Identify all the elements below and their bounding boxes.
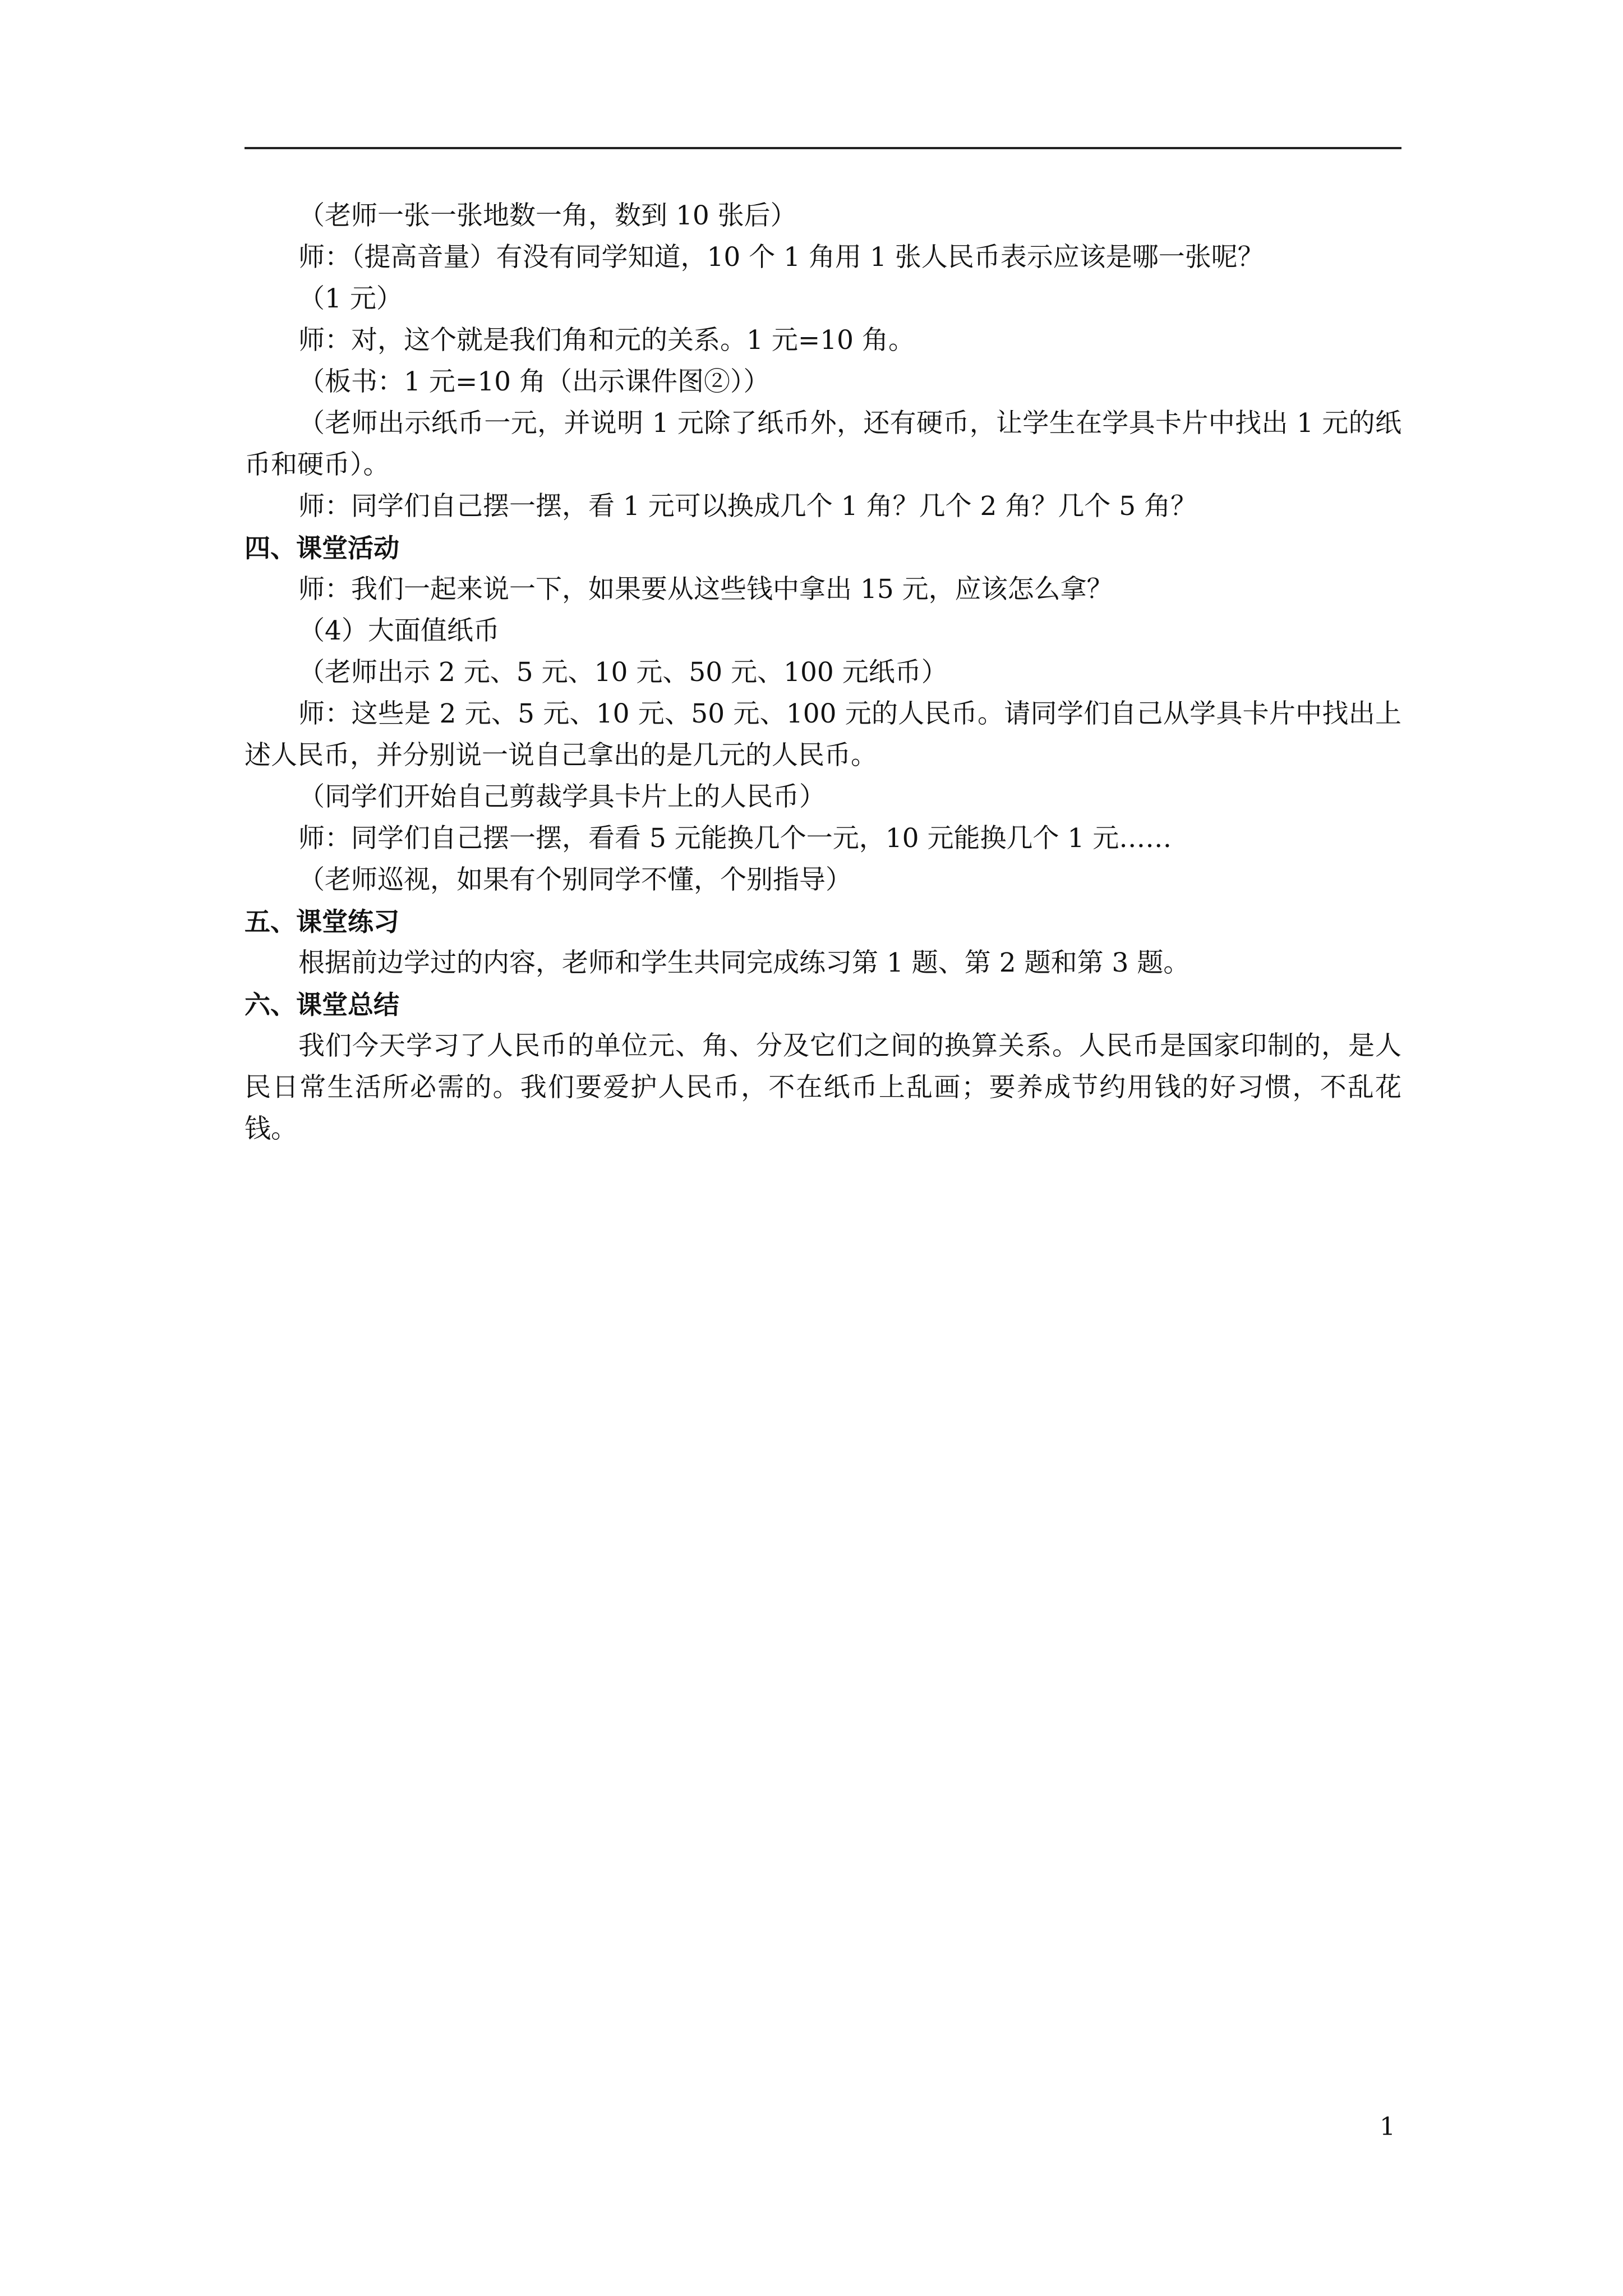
paragraph: 师：同学们自己摆一摆，看看 5 元能换几个一元，10 元能换几个 1 元…… [298, 823, 1172, 854]
paragraph: 我们今天学习了人民币的单位元、角、分及它们之间的换算关系。人民币是国家印制的，是人民日常生活所必需的。我们要爱护人民币，不在纸币上乱画；要养成节约用钱的好习惯，不乱花钱。 [245, 1030, 1401, 1144]
paragraph: （老师一张一张地数一角，数到 10 张后） [298, 200, 797, 231]
paragraph: （同学们开始自己剪裁学具卡片上的人民币） [298, 781, 826, 812]
paragraph: （1 元） [298, 283, 403, 314]
paragraph: （老师出示 2 元、5 元、10 元、50 元、100 元纸币） [298, 657, 948, 688]
paragraph: 师：同学们自己摆一摆，看 1 元可以换成几个 1 角？几个 2 角？几个 5 角？ [298, 491, 1197, 522]
header-rule [245, 147, 1401, 149]
paragraph: （板书：1 元=10 角（出示课件图②）） [298, 366, 770, 397]
paragraph: 师：（提高音量）有没有同学知道，10 个 1 角用 1 张人民币表示应该是哪一张呢？ [298, 242, 1264, 273]
paragraph: （老师巡视，如果有个别同学不懂，个别指导） [298, 864, 852, 895]
page-number: 1 [1380, 2113, 1395, 2141]
paragraph: 师：这些是 2 元、5 元、10 元、50 元、100 元的人民币。请同学们自己从学具卡片中找出上述人民币，并分别说一说自己拿出的是几元的人民币。 [245, 698, 1401, 771]
document-body [245, 195, 1401, 1150]
section-heading: 五、课堂练习 [245, 907, 399, 937]
section-heading: 六、课堂总结 [245, 990, 399, 1020]
paragraph: （4）大面值纸币 [298, 615, 500, 646]
paragraph: 师：对，这个就是我们角和元的关系。1 元=10 角。 [298, 325, 915, 356]
paragraph: 师：我们一起来说一下，如果要从这些钱中拿出 15 元，应该怎么拿？ [298, 574, 1113, 605]
paragraph: （老师出示纸币一元，并说明 1 元除了纸币外，还有硬币，让学生在学具卡片中找出 1 元的纸币和硬币）。 [245, 408, 1401, 480]
paragraph: 根据前边学过的内容，老师和学生共同完成练习第 1 题、第 2 题和第 3 题。 [298, 947, 1190, 978]
section-heading: 四、课堂活动 [245, 533, 399, 563]
